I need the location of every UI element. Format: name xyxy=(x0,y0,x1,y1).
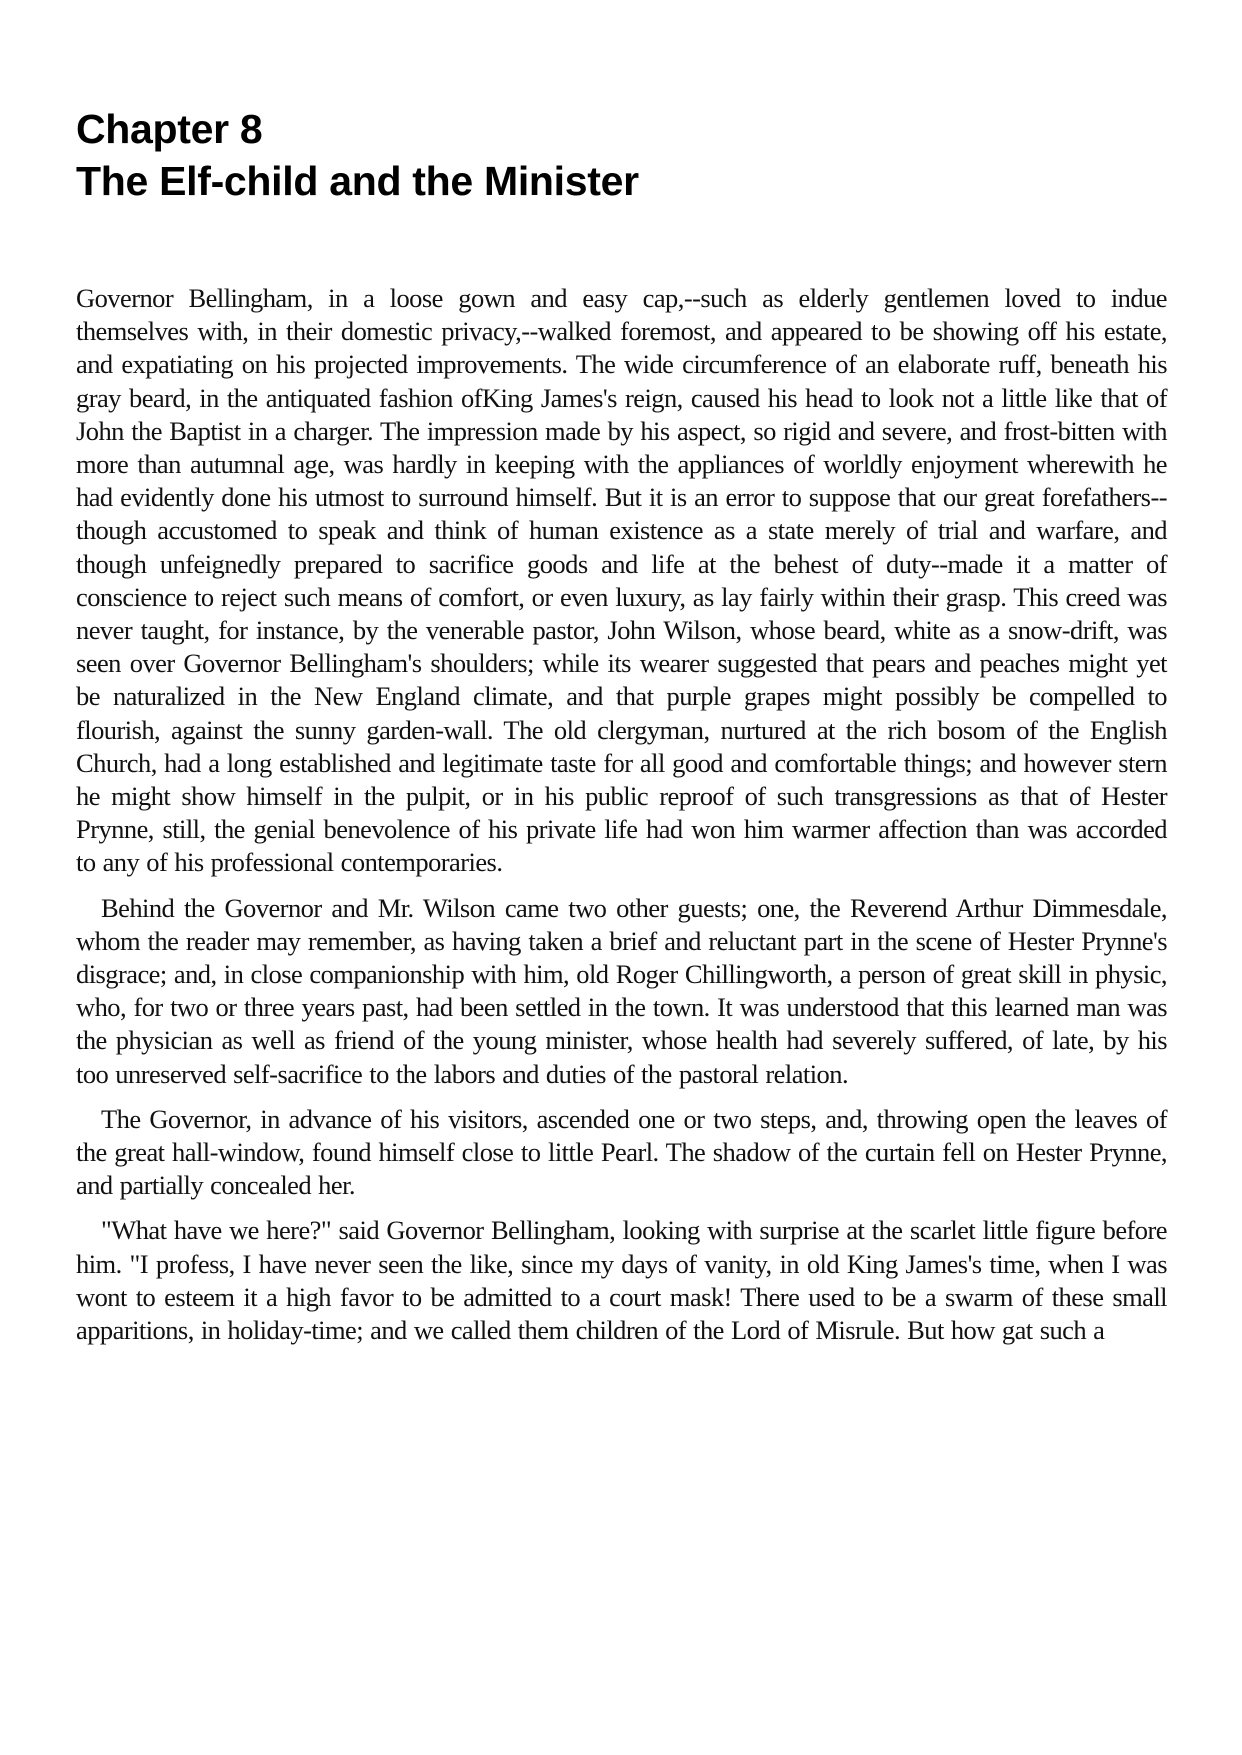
chapter-heading xyxy=(76,0,1167,207)
chapter-body xyxy=(76,282,1167,1347)
paragraph-other-guests: Behind the Governor and Mr. Wilson came two other guests; one, the Reverend Arthur Dimmesdale, whom the reader may remember, as having taken a brief and reluctant part in the scene of Hester Prynne's disgrace; and, in close companionship with him, old Roger Chillingworth, a person of great skill in physic, who, for two or three years past, had been settled in the town. It was understood that this learned man was the physician as well as friend of the young minister, whose health had severely suffered, of late, by his too unreserved self-sacrifice to the labors and duties of the pastoral relation. xyxy=(76,892,1167,1089)
book-page xyxy=(76,0,1167,1359)
paragraph-what-have-we-here: "What have we here?" said Governor Bellingham, looking with surprise at the scarlet little figure before him. "I profess, I have never seen the like, since my days of vanity, in old King James's time, when I was wont to esteem it a high favor to be admitted to a court mask! There used to be a swarm of these small apparitions, in holiday-time; and we called them children of the Lord of Misrule. But how gat such a xyxy=(76,1215,1167,1346)
paragraph-governor-bellingham: Governor Bellingham, in a loose gown and easy cap,--such as elderly gentlemen loved to indue themselves with, in their domestic privacy,--walked foremost, and appeared to be showing off his estate, and expatiating on his projected improvements. The wide circumference of an elaborate ruff, beneath his gray beard, in the antiquated fashion ofKing James's reign, caused his head to look not a little like that of John the Baptist in a charger. The impression made by his aspect, so rigid and severe, and frost-bitten with more than autumnal age, was hardly in keeping with the appliances of worldly enjoyment wherewith he had evidently done his utmost to surround himself. But it is an error to suppose that our great forefathers--though accustomed to speak and think of human existence as a state merely of trial and warfare, and though unfeignedly prepared to sacrifice goods and life at the behest of duty--made it a matter of conscience to reject such means of comfort, or even luxury, as lay fairly within their grasp. This creed was never taught, for instance, by the venerable pastor, John Wilson, whose beard, white as a snow-drift, was seen over Governor Bellingham's shoulders; while its wearer suggested that pears and peaches might yet be naturalized in the New England climate, and that purple grapes might possibly be compelled to flourish, against the sunny garden-wall. The old clergyman, nurtured at the rich bosom of the English Church, had a long established and legitimate taste for all good and comfortable things; and however stern he might show himself in the pulpit, or in his public reproof of such transgressions as that of Hester Prynne, still, the genial benevolence of his private life had won him warmer affection than was accorded to any of his professional contemporaries. xyxy=(76,283,1167,878)
paragraph-hall-window: The Governor, in advance of his visitors, ascended one or two steps, and, throwing open the leaves of the great hall-window, found himself close to little Pearl. The shadow of the curtain fell on Hester Prynne, and partially concealed her. xyxy=(76,1103,1167,1201)
chapter-title: The Elf-child and the Minister xyxy=(76,158,639,204)
chapter-number: Chapter 8 xyxy=(76,106,263,152)
